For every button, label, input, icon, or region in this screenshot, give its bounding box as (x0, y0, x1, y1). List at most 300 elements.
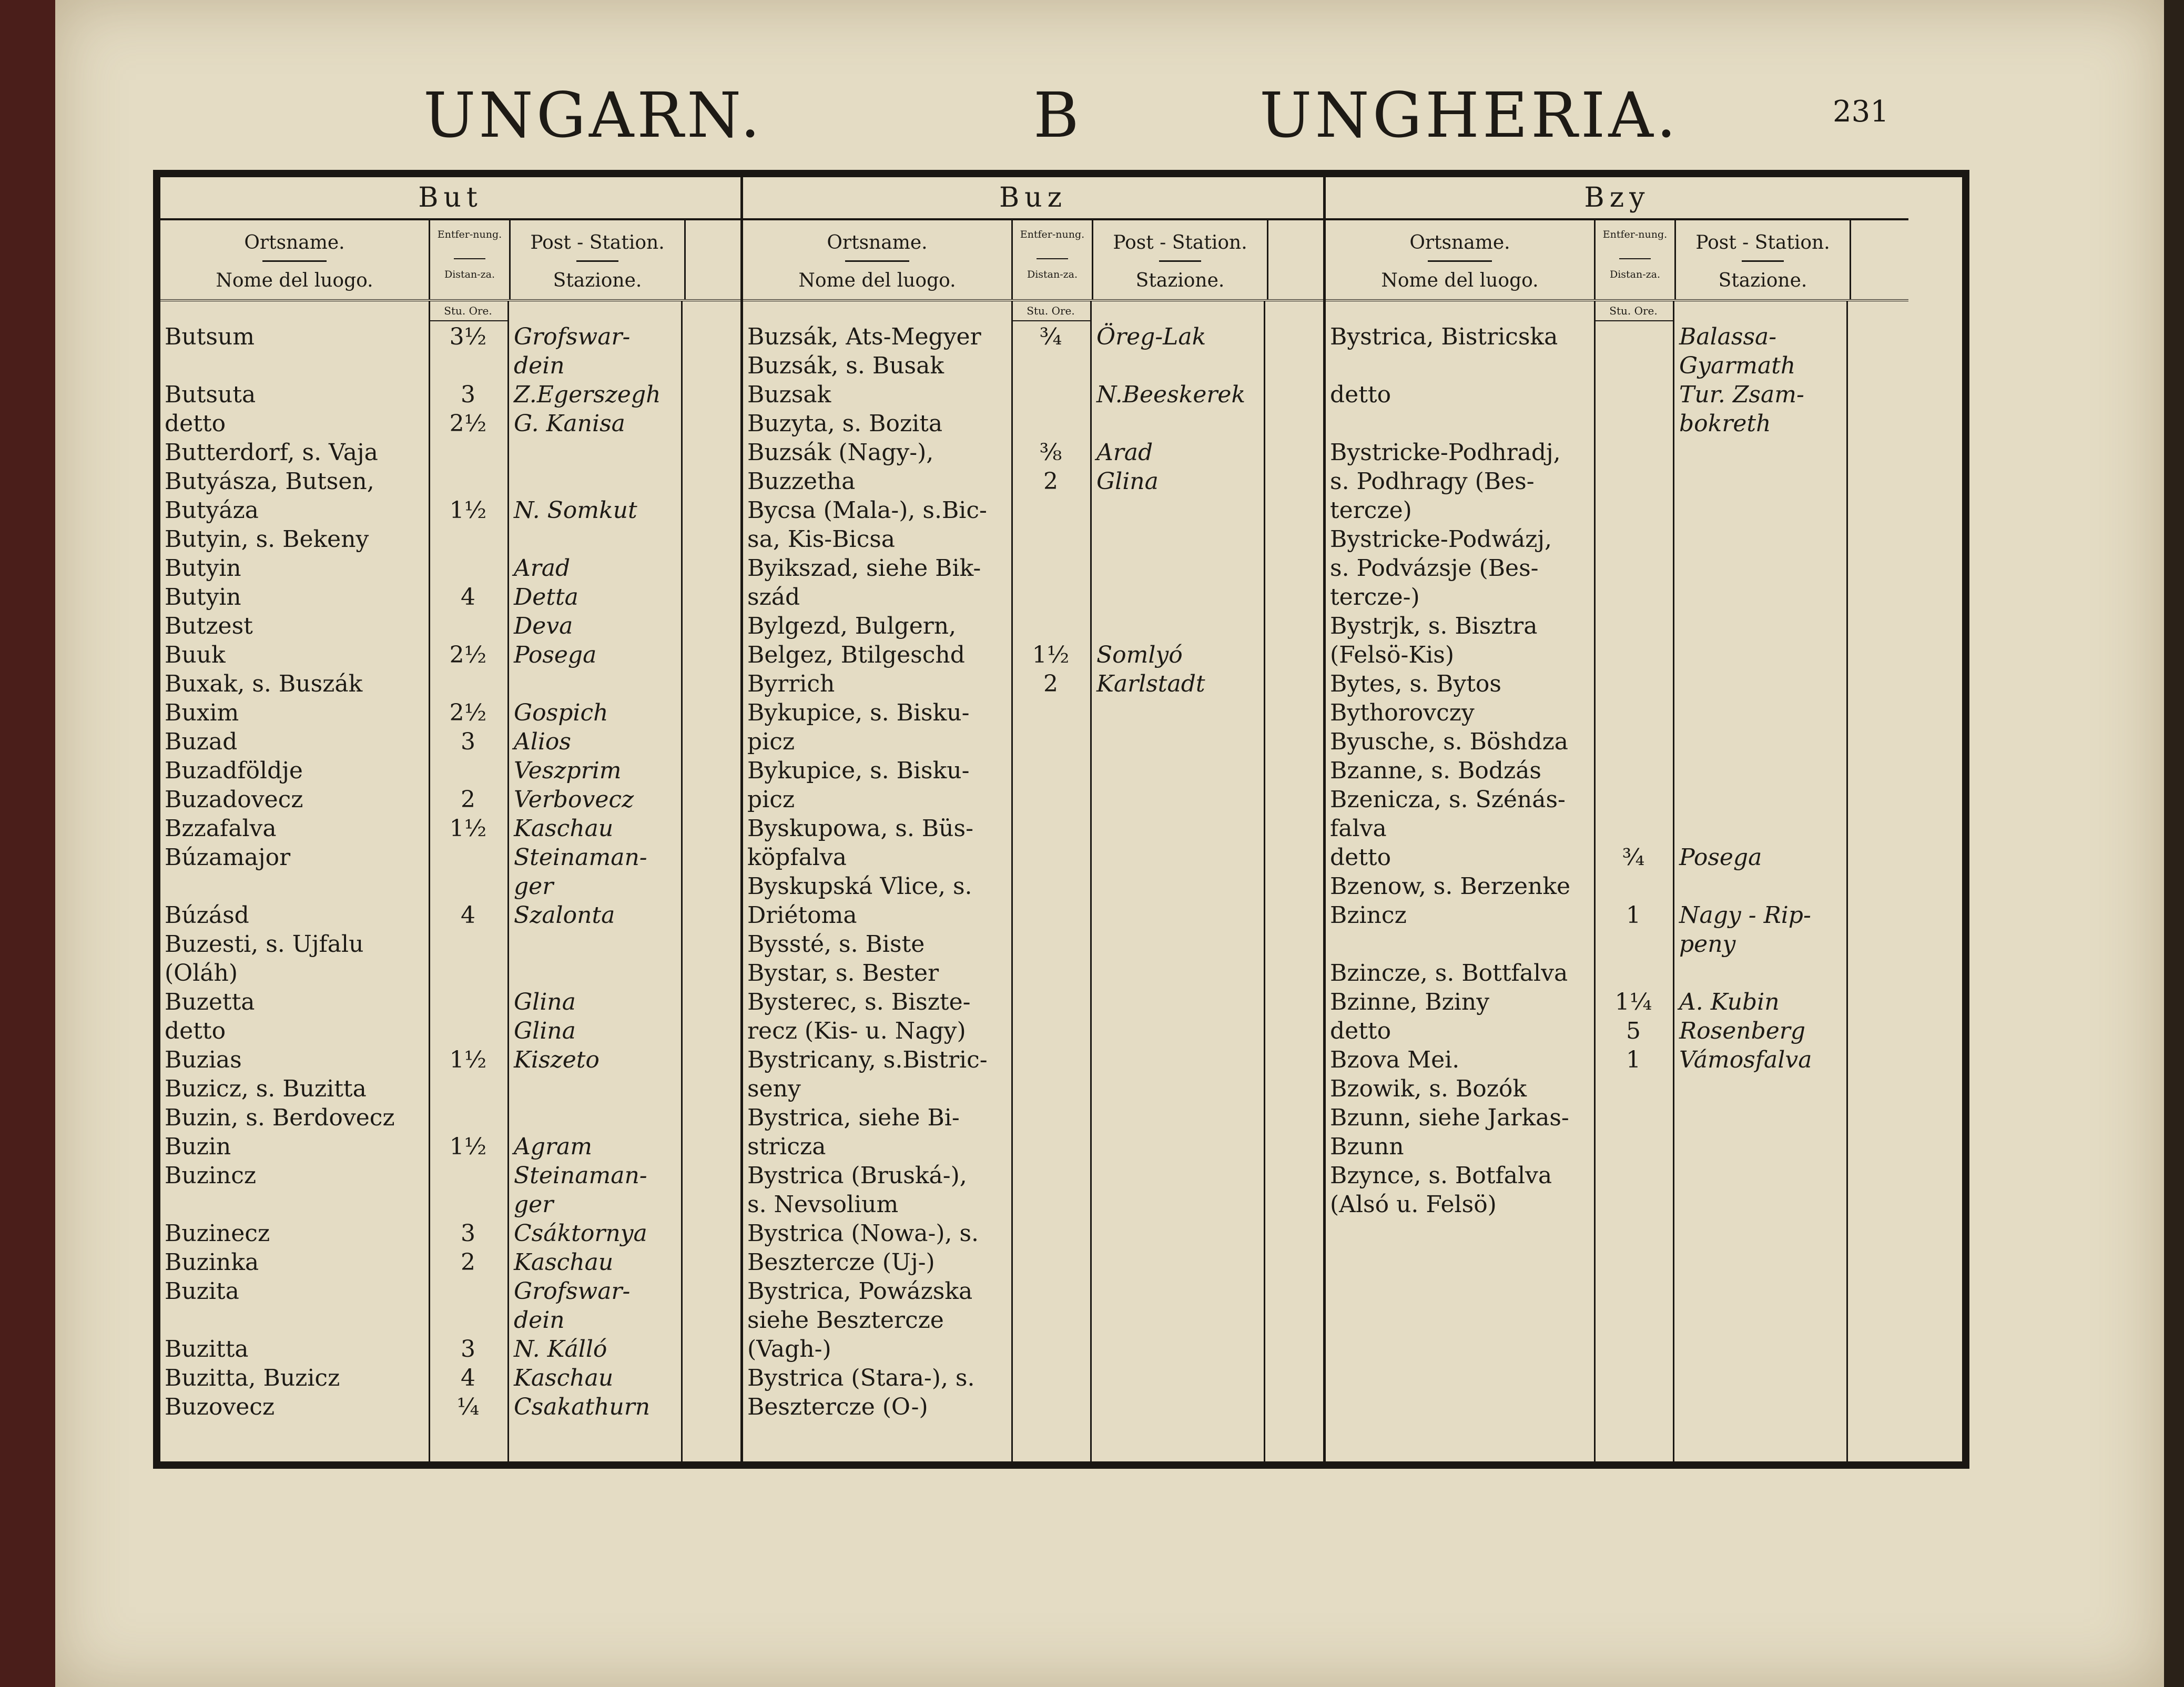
distance-cell (1011, 1074, 1090, 1103)
book-spine-edge (0, 0, 55, 1687)
post-station-cell: Nagy - Rip- (1679, 902, 1811, 929)
distance-cell: 2½ (449, 410, 487, 437)
place-name-cell: Besztercze (Uj-) (747, 1249, 935, 1276)
table-row (160, 1393, 740, 1421)
place-name-cell: picz (747, 786, 795, 813)
header-dist-de: Entfer-nung. (1020, 229, 1085, 240)
table-row (743, 467, 1323, 496)
table-row (1326, 554, 1908, 583)
place-name-cell: Buzinecz (165, 1220, 270, 1247)
header-right-title: UNGHERIA. (1259, 79, 1680, 151)
place-name-cell: Bzincz (1330, 902, 1407, 929)
distance-cell (1011, 785, 1090, 814)
post-station-cell (1090, 583, 1264, 612)
post-station-cell: Rosenberg (1679, 1018, 1805, 1044)
place-name-cell: Búzásd (165, 902, 249, 929)
post-station-cell (1090, 727, 1264, 756)
table-row (743, 1045, 1323, 1074)
table-row (1326, 872, 1908, 901)
header-divider (262, 260, 327, 262)
table-row (160, 612, 740, 641)
place-name-cell: Butsuta (165, 381, 256, 408)
distance-cell (1594, 756, 1673, 785)
distance-cell: 1½ (449, 815, 487, 842)
place-name-cell: Bystrica, Powázska (747, 1278, 973, 1305)
header-name-it: Nome del luogo. (1381, 270, 1539, 291)
header-dist-it: Distan-za. (1027, 269, 1078, 280)
table-row (743, 872, 1323, 901)
distance-cell (429, 351, 507, 380)
table-row (743, 843, 1323, 872)
header-blank-cell (1268, 220, 1323, 299)
place-name-cell: Besztercze (O-) (747, 1394, 928, 1420)
post-station-cell: Arad (514, 555, 571, 582)
place-name-cell: Buzsák, Ats-Megyer (747, 323, 981, 350)
header-dist-it: Distan-za. (1609, 269, 1661, 280)
distance-cell (429, 1306, 507, 1335)
place-name-cell: Bykupice, s. Bisku- (747, 757, 970, 784)
post-station-cell: Alios (514, 728, 571, 755)
post-station-cell: Vámosfalva (1679, 1046, 1812, 1073)
distance-cell (1594, 1074, 1673, 1103)
post-station-cell (1673, 785, 1846, 814)
header-post-de: Post - Station. (530, 232, 665, 253)
post-station-cell: Posega (1679, 844, 1762, 871)
place-name-cell: Buxim (165, 699, 239, 726)
post-station-cell (1673, 1132, 1846, 1161)
post-station-cell (1673, 756, 1846, 785)
place-name-cell: sa, Kis-Bicsa (747, 526, 896, 553)
distance-cell (429, 959, 507, 988)
distance-cell (1011, 988, 1090, 1017)
table-row (743, 1190, 1323, 1219)
post-station-cell (1673, 554, 1846, 583)
post-station-cell (1090, 1277, 1264, 1306)
place-name-cell: Buzincz (165, 1162, 257, 1189)
header-divider (454, 258, 485, 259)
post-station-cell (1673, 872, 1846, 901)
place-name-cell: Buzetta (165, 989, 255, 1015)
post-station-cell: Posega (514, 642, 597, 668)
distance-cell (1011, 1132, 1090, 1161)
distance-cell: 1½ (1032, 642, 1070, 668)
post-station-cell (1673, 698, 1846, 727)
place-name-cell: Bystricke-Podwázj, (1330, 526, 1552, 553)
place-name-cell: Byusche, s. Böshdza (1330, 728, 1568, 755)
post-station-cell: peny (1679, 931, 1736, 958)
header-blank-cell (686, 220, 740, 299)
post-station-cell (1673, 814, 1846, 843)
post-station-cell (1090, 843, 1264, 872)
table-row (160, 554, 740, 583)
place-name-cell: Butyásza, Butsen, (165, 468, 374, 495)
place-name-cell: Bzunn (1330, 1133, 1404, 1160)
place-name-cell (1326, 409, 1594, 438)
distance-cell (1594, 669, 1673, 698)
distance-cell (1594, 1161, 1673, 1190)
post-station-cell: Grofswar- (514, 1278, 631, 1305)
table-row (743, 380, 1323, 409)
table-row (1326, 1132, 1908, 1161)
table-row (160, 467, 740, 496)
post-station-cell (1090, 525, 1264, 554)
place-name-cell (160, 1190, 429, 1219)
post-station-cell (507, 959, 681, 988)
place-name-cell: Buzadföldje (165, 757, 303, 784)
distance-cell (1011, 756, 1090, 785)
place-name-cell: Byssté, s. Biste (747, 931, 925, 958)
header-name-de: Ortsname. (244, 232, 345, 253)
place-name-cell: picz (747, 728, 795, 755)
header-dist-cell (430, 220, 511, 299)
table-row (160, 843, 740, 872)
place-name-cell: recz (Kis- u. Nagy) (747, 1018, 966, 1044)
table-row (1326, 351, 1908, 380)
distance-cell (1011, 1161, 1090, 1190)
table-section (1326, 177, 1908, 1461)
section-title: Bzy (1326, 177, 1908, 220)
place-name-cell (160, 351, 429, 380)
table-row (1326, 814, 1908, 843)
post-station-cell: dein (514, 352, 565, 379)
header-divider (1159, 260, 1201, 262)
table-row (160, 1335, 740, 1364)
header-blank-cell (1851, 220, 1908, 299)
distance-cell: 4 (461, 1365, 475, 1391)
post-station-cell (507, 467, 681, 496)
distance-unit-label: Stu. Ore. (1594, 301, 1673, 321)
gazetteer-table (153, 170, 1969, 1469)
table-row (743, 814, 1323, 843)
place-name-cell: Butyin (165, 584, 241, 611)
post-station-cell (1090, 1393, 1264, 1421)
distance-cell (1011, 843, 1090, 872)
distance-cell: ¼ (456, 1394, 480, 1420)
distance-cell (1594, 785, 1673, 814)
table-row (743, 641, 1323, 669)
table-row (743, 1306, 1323, 1335)
table-row (160, 322, 740, 351)
place-name-cell: Buzitta (165, 1336, 249, 1363)
header-name-cell (1326, 220, 1596, 299)
post-station-cell: ger (514, 1191, 554, 1218)
place-name-cell: detto (165, 410, 226, 437)
place-name-cell: Buxak, s. Buszák (165, 670, 363, 697)
post-station-cell (1090, 1335, 1264, 1364)
table-row (743, 698, 1323, 727)
post-station-cell (1673, 1074, 1846, 1103)
post-station-cell (1090, 1190, 1264, 1219)
distance-cell (429, 612, 507, 641)
place-name-cell: Bzinne, Bziny (1330, 989, 1490, 1015)
distance-cell (1011, 1335, 1090, 1364)
table-row (743, 1248, 1323, 1277)
distance-cell (429, 1190, 507, 1219)
table-row (160, 1306, 740, 1335)
place-name-cell: Buzin (165, 1133, 231, 1160)
post-station-cell (1673, 959, 1846, 988)
post-station-cell (1673, 583, 1846, 612)
table-row (1326, 1161, 1908, 1190)
table-row (1326, 669, 1908, 698)
distance-cell (1011, 1103, 1090, 1132)
table-row (743, 756, 1323, 785)
post-station-cell (1090, 785, 1264, 814)
place-name-cell: Buzita (165, 1278, 239, 1305)
distance-cell (1011, 1364, 1090, 1393)
distance-cell (1594, 1103, 1673, 1132)
post-station-cell (1090, 1103, 1264, 1132)
distance-cell (1011, 525, 1090, 554)
distance-cell (1594, 612, 1673, 641)
table-row (1326, 1017, 1908, 1045)
place-name-cell: Bykupice, s. Bisku- (747, 699, 970, 726)
post-station-cell (507, 1103, 681, 1132)
post-station-cell: Öreg-Lak (1096, 323, 1206, 350)
distance-cell (1594, 380, 1673, 409)
place-name-cell: stricza (747, 1133, 826, 1160)
post-station-cell: Steinaman- (514, 844, 647, 871)
place-name-cell: Bythorovczy (1330, 699, 1475, 726)
place-name-cell: Bzynce, s. Botfalva (1330, 1162, 1552, 1189)
distance-cell (1594, 496, 1673, 525)
distance-cell (1011, 1277, 1090, 1306)
table-row (160, 1132, 740, 1161)
table-row (160, 380, 740, 409)
table-row (160, 814, 740, 843)
table-row (743, 409, 1323, 438)
place-name-cell: Butyin, s. Bekeny (165, 526, 369, 553)
distance-cell (1594, 583, 1673, 612)
post-station-cell (1090, 1248, 1264, 1277)
table-row (160, 438, 740, 467)
place-name-cell: Bzanne, s. Bodzás (1330, 757, 1541, 784)
table-row (743, 727, 1323, 756)
post-station-cell (1673, 496, 1846, 525)
place-name-cell (160, 872, 429, 901)
place-name-cell: Butterdorf, s. Vaja (165, 439, 378, 466)
post-station-cell: Balassa- (1679, 323, 1777, 350)
place-name-cell: Buzyta, s. Bozita (747, 410, 943, 437)
table-row (1326, 380, 1908, 409)
place-name-cell: Byrrich (747, 670, 835, 697)
book-page (55, 0, 2164, 1687)
table-row (160, 409, 740, 438)
distance-cell (1594, 467, 1673, 496)
place-name-cell: Bystrjk, s. Bisztra (1330, 613, 1538, 639)
post-station-cell (1090, 988, 1264, 1017)
distance-cell (1011, 1045, 1090, 1074)
place-name-cell: tercze-) (1330, 584, 1420, 611)
header-post-de: Post - Station. (1695, 232, 1830, 253)
header-divider (1619, 258, 1651, 259)
table-row (1326, 1045, 1908, 1074)
table-row (743, 612, 1323, 641)
table-row (743, 988, 1323, 1017)
table-row (1326, 467, 1908, 496)
place-name-cell: detto (165, 1018, 226, 1044)
distance-unit-label: Stu. Ore. (429, 301, 507, 321)
post-station-cell (507, 525, 681, 554)
place-name-cell: tercze) (1330, 497, 1412, 524)
distance-cell: 2 (461, 786, 475, 813)
distance-cell: 2 (1043, 670, 1058, 697)
distance-cell (1011, 612, 1090, 641)
post-station-cell (1090, 351, 1264, 380)
table-row (1326, 583, 1908, 612)
table-row (743, 959, 1323, 988)
place-name-cell: detto (1330, 1018, 1391, 1044)
place-name-cell: Bystrica (Bruská-), (747, 1162, 967, 1189)
post-station-cell (507, 1074, 681, 1103)
distance-cell (429, 438, 507, 467)
distance-cell (1011, 351, 1090, 380)
table-row (1326, 901, 1908, 930)
table-row (1326, 322, 1908, 351)
header-post-it: Stazione. (1135, 270, 1225, 291)
post-station-cell: Somlyó (1096, 642, 1183, 668)
table-row (743, 554, 1323, 583)
distance-cell (1594, 554, 1673, 583)
place-name-cell: Buzesti, s. Ujfalu (165, 931, 364, 958)
post-station-cell (1090, 872, 1264, 901)
page-number: 231 (1833, 95, 1889, 129)
post-station-cell (1090, 698, 1264, 727)
place-name-cell: Bystrica (Stara-), s. (747, 1365, 975, 1391)
place-name-cell: seny (747, 1075, 801, 1102)
header-divider (1428, 260, 1492, 262)
table-row (1326, 525, 1908, 554)
table-row (1326, 612, 1908, 641)
place-name-cell: siehe Besztercze (747, 1307, 944, 1334)
post-station-cell: Steinaman- (514, 1162, 647, 1189)
post-station-cell (1090, 1364, 1264, 1393)
table-row (1326, 641, 1908, 669)
distance-cell: 2½ (449, 642, 487, 668)
place-name-cell: Buzicz, s. Buzitta (165, 1075, 367, 1102)
column-header-row (160, 220, 740, 301)
post-station-cell: Tur. Zsam- (1679, 381, 1804, 408)
post-station-cell (1090, 959, 1264, 988)
column-header-row (1326, 220, 1908, 301)
table-row (1326, 438, 1908, 467)
post-station-cell (1673, 525, 1846, 554)
table-row (160, 525, 740, 554)
distance-cell (1011, 698, 1090, 727)
place-name-cell: Butyáza (165, 497, 259, 524)
post-station-cell: N.Beeskerek (1096, 381, 1246, 408)
distance-cell (1594, 930, 1673, 959)
place-name-cell: Buzsak (747, 381, 831, 408)
distance-cell (429, 669, 507, 698)
table-row (1326, 1103, 1908, 1132)
distance-cell: 3 (461, 1220, 475, 1247)
table-row (160, 1074, 740, 1103)
header-post-cell (511, 220, 686, 299)
header-post-it: Stazione. (1718, 270, 1807, 291)
distance-unit-label: Stu. Ore. (1011, 301, 1090, 321)
table-row (160, 930, 740, 959)
post-station-cell (1673, 1190, 1846, 1219)
post-station-cell: Agram (514, 1133, 592, 1160)
table-row (160, 496, 740, 525)
post-station-cell: Veszprim (514, 757, 622, 784)
table-row (160, 698, 740, 727)
post-station-cell: Glina (1096, 468, 1159, 495)
post-station-cell: Karlstadt (1096, 670, 1205, 697)
post-station-cell (1090, 1017, 1264, 1045)
table-row (1326, 930, 1908, 959)
post-station-cell (1673, 438, 1846, 467)
post-station-cell (507, 930, 681, 959)
place-name-cell: s. Podvázsje (Bes- (1330, 555, 1539, 582)
header-dist-cell (1596, 220, 1676, 299)
post-station-cell: G. Kanisa (514, 410, 625, 437)
distance-cell (1594, 1132, 1673, 1161)
place-name-cell: s. Podhragy (Bes- (1330, 468, 1535, 495)
post-station-cell: Glina (514, 989, 576, 1015)
distance-cell (1011, 1248, 1090, 1277)
table-section (160, 177, 743, 1461)
post-station-cell (1090, 814, 1264, 843)
distance-cell (1011, 409, 1090, 438)
distance-cell (1594, 351, 1673, 380)
place-name-cell: Búzamajor (165, 844, 291, 871)
distance-cell: 3½ (449, 323, 487, 350)
post-station-cell: Detta (514, 584, 578, 611)
place-name-cell: Buzzetha (747, 468, 856, 495)
section-title: But (160, 177, 740, 220)
post-station-cell: Csáktornya (514, 1220, 647, 1247)
table-row (160, 1364, 740, 1393)
table-row (160, 583, 740, 612)
post-station-cell (1673, 641, 1846, 669)
place-name-cell: Buzin, s. Berdovecz (165, 1104, 395, 1131)
table-row (1326, 756, 1908, 785)
place-name-cell: (Felsö-Kis) (1330, 642, 1455, 668)
table-row (1326, 988, 1908, 1017)
table-row (160, 1219, 740, 1248)
post-station-cell: dein (514, 1307, 565, 1334)
post-station-cell (1673, 1161, 1846, 1190)
distance-cell (1011, 583, 1090, 612)
post-station-cell (1090, 1306, 1264, 1335)
distance-cell (1594, 322, 1673, 351)
distance-cell: 1½ (449, 1046, 487, 1073)
header-dist-it: Distan-za. (444, 269, 495, 280)
post-station-cell: ger (514, 873, 554, 900)
post-station-cell (1673, 669, 1846, 698)
table-row (1326, 1074, 1908, 1103)
distance-cell (429, 1103, 507, 1132)
post-station-cell (1673, 1103, 1846, 1132)
distance-cell (1011, 554, 1090, 583)
post-station-cell: Grofswar- (514, 323, 631, 350)
distance-cell (1011, 1306, 1090, 1335)
place-name-cell: Buzovecz (165, 1394, 275, 1420)
distance-cell (1011, 1393, 1090, 1421)
table-row (743, 1219, 1323, 1248)
place-name-cell: Bzenow, s. Berzenke (1330, 873, 1571, 900)
distance-cell (1594, 525, 1673, 554)
header-post-cell (1676, 220, 1851, 299)
distance-cell (1011, 1017, 1090, 1045)
place-name-cell: Driétoma (747, 902, 857, 929)
header-post-de: Post - Station. (1113, 232, 1247, 253)
distance-cell: 2½ (449, 699, 487, 726)
table-row (1326, 698, 1908, 727)
distance-cell: ¾ (1039, 323, 1062, 350)
